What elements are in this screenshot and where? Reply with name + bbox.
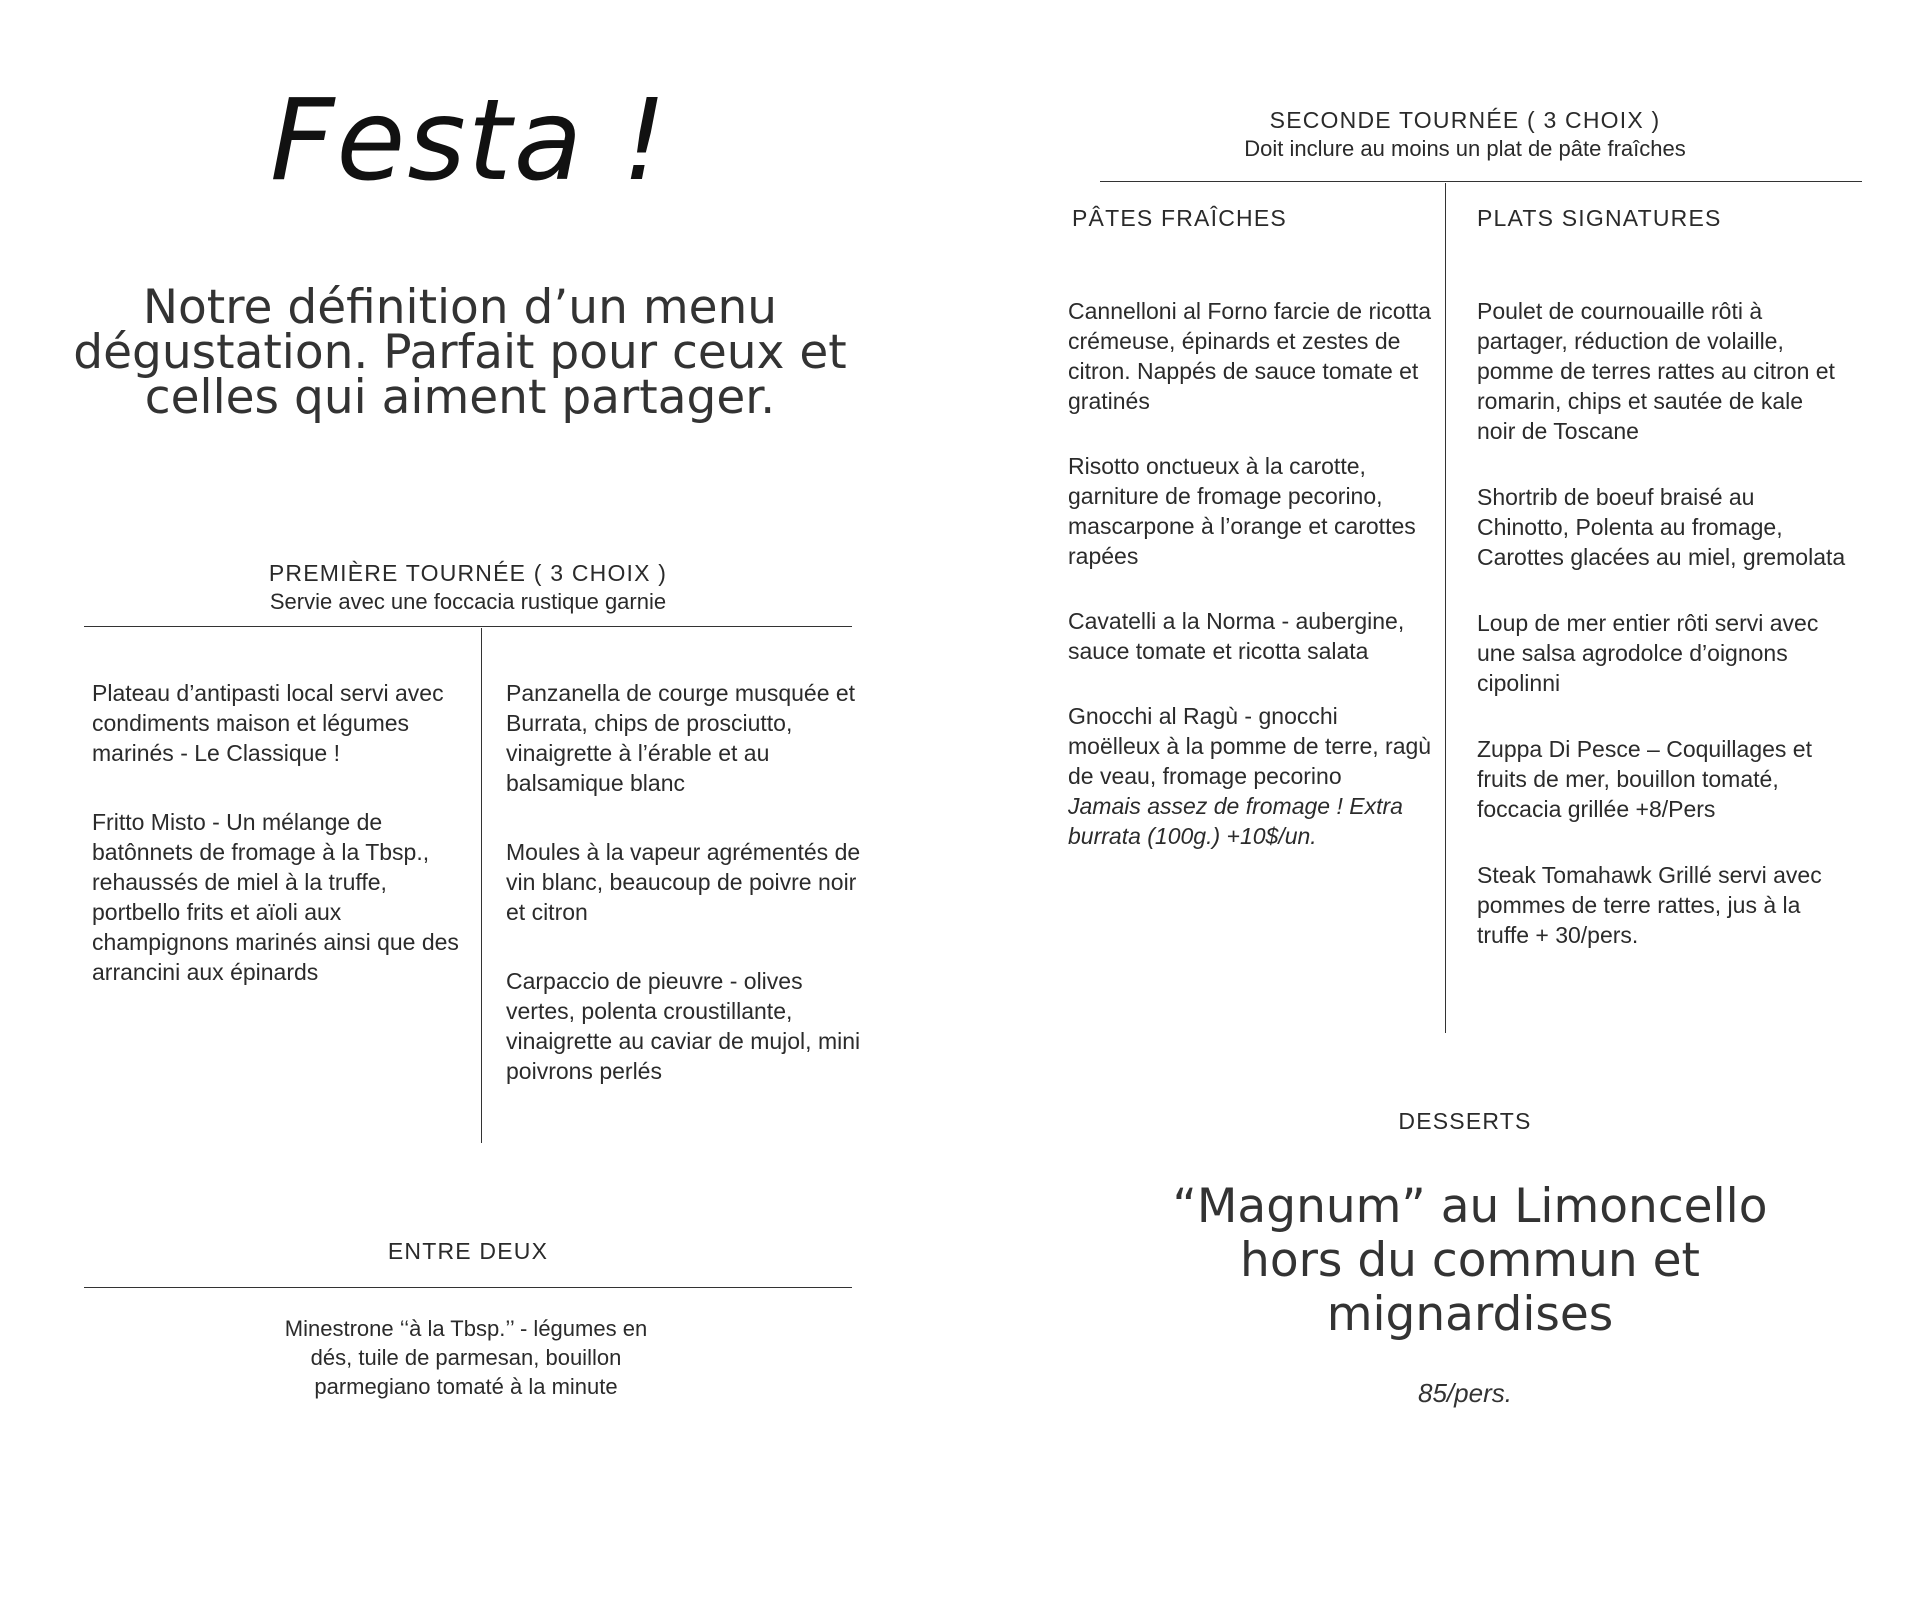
list-item: Fritto Misto - Un mélange de batônnets de fromage à la Tbsp., rehaussés de miel à la truffe, portbello frits et aïoli aux champignons marinés ainsi que des arrancini aux épinards <box>92 809 459 985</box>
seconde-column-divider <box>1445 183 1446 1033</box>
list-item: Panzanella de courge musquée et Burrata, chips de prosciutto, vinaigrette à l’érable et au balsamique blanc <box>506 680 856 796</box>
premiere-column-divider <box>481 628 482 1143</box>
entre-deux-item: Minestrone ‘‘à la Tbsp.’’ - légumes en dés, tuile de parmesan, bouillon parmegiano tomaté à la minute <box>284 1316 648 1399</box>
list-item: Cavatelli a la Norma - aubergine, sauce tomate et ricotta salata <box>1068 608 1405 664</box>
entre-deux-divider <box>84 1287 852 1288</box>
list-item: Cannelloni al Forno farcie de ricotta crémeuse, épinards et zestes de citron. Nappés de sauce tomate et gratinés <box>1068 298 1432 414</box>
premiere-heading: PREMIÈRE TOURNÉE ( 3 CHOIX ) <box>268 560 668 586</box>
premiere-left-column <box>92 678 467 987</box>
signatures-column <box>1477 296 1847 950</box>
seconde-heading: SECONDE TOURNÉE ( 3 CHOIX ) <box>1269 107 1661 133</box>
list-item: Plateau d’antipasti local servi avec condiments maison et légumes marinés - Le Classique ! <box>92 680 444 766</box>
list-item: Carpaccio de pieuvre - olives vertes, polenta croustillante, vinaigrette au caviar de mujol, mini poivrons perlés <box>506 968 861 1084</box>
menu-price: 85/pers. <box>1418 1378 1512 1408</box>
list-item: Moules à la vapeur agrémentés de vin blanc, beaucoup de poivre noir et citron <box>506 839 861 925</box>
seconde-subheading: Doit inclure au moins un plat de pâte fraîches <box>1244 136 1686 161</box>
list-item: Gnocchi al Ragù - gnocchi moëlleux à la pomme de terre, ragù de veau, fromage pecorino <box>1068 703 1432 789</box>
seconde-divider <box>1100 181 1862 182</box>
gnocchi-note: Jamais assez de fromage ! Extra burrata (100g.) +10$/un. <box>1068 793 1403 849</box>
list-item: Steak Tomahawk Grillé servi avec pommes de terre rattes, jus à la truffe + 30/pers. <box>1477 862 1822 948</box>
entre-deux-heading: ENTRE DEUX <box>387 1238 549 1264</box>
premiere-divider <box>84 626 852 627</box>
menu-tagline: Notre définition d’un menu dégustation. Parfait pour ceux et celles qui aiment partager. <box>73 280 847 425</box>
list-item: Risotto onctueux à la carotte, garniture de fromage pecorino, mascarpone à l’orange et carottes rapées <box>1068 453 1416 569</box>
pates-heading: PÂTES FRAÎCHES <box>1072 205 1287 231</box>
list-item: Zuppa Di Pesce – Coquillages et fruits de mer, bouillon tomaté, foccacia grillée +8/Pers <box>1477 736 1812 822</box>
premiere-subheading: Servie avec une foccacia rustique garnie <box>269 589 667 614</box>
pates-column <box>1068 296 1436 851</box>
signatures-heading: PLATS SIGNATURES <box>1477 205 1722 231</box>
list-item: Shortrib de boeuf braisé au Chinotto, Polenta au fromage, Carottes glacées au miel, gremolata <box>1477 484 1846 570</box>
list-item: Loup de mer entier rôti servi avec une salsa agrodolce d’oignons cipolinni <box>1477 610 1819 696</box>
desserts-heading: DESSERTS <box>1398 1108 1532 1134</box>
list-item: Poulet de cournouaille rôti à partager, réduction de volaille, pomme de terres rattes au citron et romarin, chips et sautée de kale noir de Toscane <box>1477 298 1835 444</box>
menu-title: Festa ! <box>270 76 669 206</box>
premiere-right-column <box>506 678 876 1086</box>
dessert-item: “Magnum” au Limoncello hors du commun et mignardises <box>1172 1179 1768 1342</box>
